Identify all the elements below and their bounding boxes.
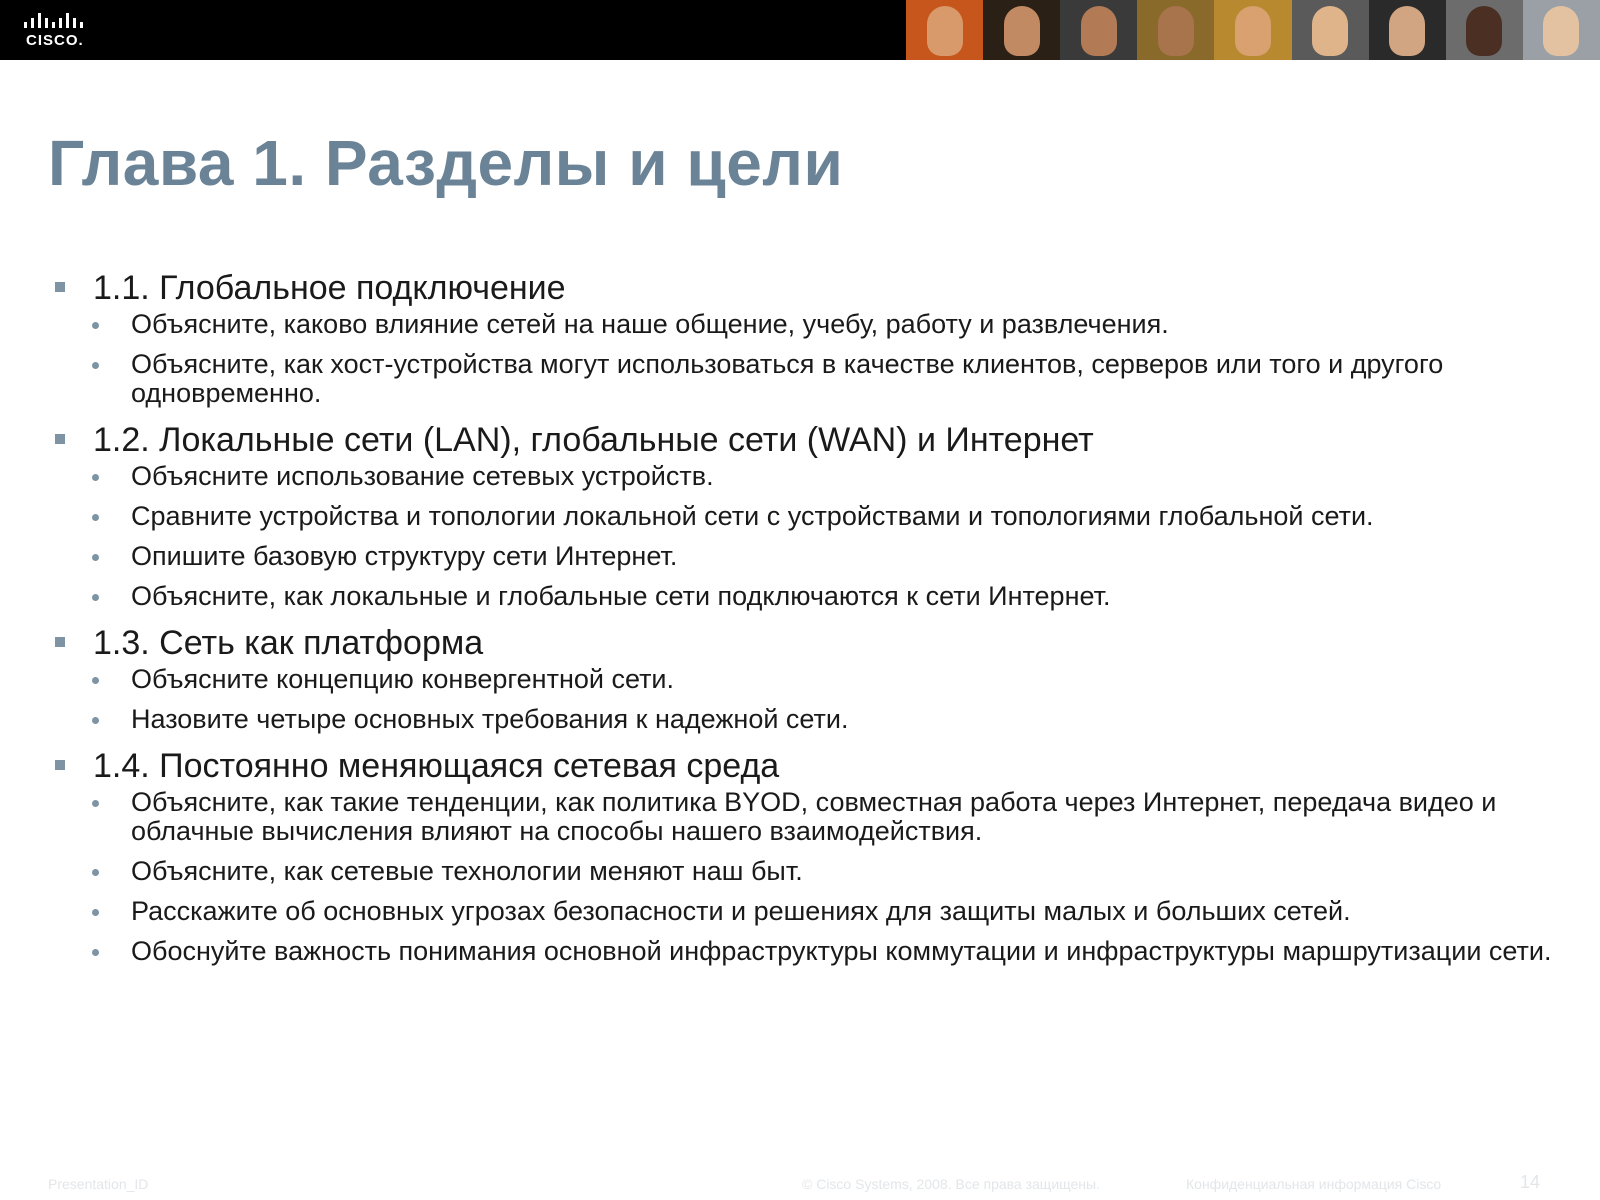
- objective-item: [50, 788, 1560, 846]
- round-bullet-icon: [92, 949, 99, 956]
- objective-section: [50, 746, 1560, 966]
- section-heading-text: 1.3. Сеть как платформа: [93, 624, 484, 662]
- slide-title: Глава 1. Разделы и цели: [48, 127, 844, 199]
- objective-item-text: Объясните, как сетевые технологии меняют наш быт.: [131, 856, 803, 886]
- cisco-wordmark: CISCO.: [26, 32, 84, 49]
- objective-item: [50, 665, 1560, 694]
- header-photo: [1060, 0, 1137, 60]
- footer-copyright: © Cisco Systems, 2008. Все права защищены.: [802, 1176, 1100, 1192]
- person-face-icon: [1543, 6, 1579, 56]
- cisco-bars-icon: [22, 10, 92, 32]
- section-heading: [50, 623, 1560, 663]
- round-bullet-icon: [92, 514, 99, 521]
- square-bullet-icon: [55, 637, 65, 647]
- square-bullet-icon: [55, 282, 65, 292]
- cisco-logo: [22, 10, 92, 50]
- objective-item-text: Назовите четыре основных требования к надежной сети.: [131, 704, 849, 734]
- objective-section: [50, 268, 1560, 408]
- objective-item-text: Опишите базовую структуру сети Интернет.: [131, 541, 678, 571]
- objective-item-text: Объясните, как хост-устройства могут использоваться в качестве клиентов, серверов или того и другого одновременно.: [131, 349, 1444, 408]
- objective-section: [50, 623, 1560, 734]
- round-bullet-icon: [92, 362, 99, 369]
- objective-item-text: Объясните концепцию конвергентной сети.: [131, 664, 675, 694]
- objective-item: [50, 462, 1560, 491]
- section-heading: [50, 268, 1560, 308]
- objective-item-text: Объясните, как такие тенденции, как политика BYOD, совместная работа через Интернет, передача видео и облачные вычисления влияют на способы нашего взаимодействия.: [131, 787, 1497, 846]
- header-photo: [1446, 0, 1523, 60]
- objective-item-text: Объясните, каково влияние сетей на наше общение, учебу, работу и развлечения.: [131, 309, 1169, 339]
- objective-item: [50, 542, 1560, 571]
- header-photo: [1137, 0, 1214, 60]
- header-photo: [1214, 0, 1291, 60]
- round-bullet-icon: [92, 869, 99, 876]
- objective-item: [50, 310, 1560, 339]
- objective-item-text: Обоснуйте важность понимания основной инфраструктуры коммутации и инфраструктуры маршрутизации сети.: [131, 936, 1552, 966]
- round-bullet-icon: [92, 474, 99, 481]
- header-bar: [0, 0, 1600, 60]
- objective-item-text: Объясните использование сетевых устройств.: [131, 461, 714, 491]
- header-photo: [1523, 0, 1600, 60]
- round-bullet-icon: [92, 322, 99, 329]
- round-bullet-icon: [92, 909, 99, 916]
- header-photo: [1369, 0, 1446, 60]
- header-photo: [983, 0, 1060, 60]
- section-heading-text: 1.1. Глобальное подключение: [93, 269, 566, 307]
- round-bullet-icon: [92, 554, 99, 561]
- round-bullet-icon: [92, 717, 99, 724]
- square-bullet-icon: [55, 760, 65, 770]
- objective-item: [50, 937, 1560, 966]
- person-face-icon: [1312, 6, 1348, 56]
- person-face-icon: [1466, 6, 1502, 56]
- header-photo: [1292, 0, 1369, 60]
- objective-item: [50, 897, 1560, 926]
- round-bullet-icon: [92, 594, 99, 601]
- objectives-list: [50, 268, 1560, 977]
- person-face-icon: [927, 6, 963, 56]
- person-face-icon: [1389, 6, 1425, 56]
- objective-item-text: Расскажите об основных угрозах безопасности и решениях для защиты малых и больших сетей.: [131, 896, 1351, 926]
- round-bullet-icon: [92, 800, 99, 807]
- objective-item: [50, 705, 1560, 734]
- objective-item: [50, 350, 1560, 408]
- section-heading: [50, 746, 1560, 786]
- person-face-icon: [1235, 6, 1271, 56]
- person-face-icon: [1004, 6, 1040, 56]
- person-face-icon: [1081, 6, 1117, 56]
- objective-section: [50, 420, 1560, 611]
- objective-item-text: Объясните, как локальные и глобальные сети подключаются к сети Интернет.: [131, 581, 1111, 611]
- objective-item: [50, 857, 1560, 886]
- round-bullet-icon: [92, 677, 99, 684]
- header-photo: [906, 0, 983, 60]
- square-bullet-icon: [55, 434, 65, 444]
- objective-item: [50, 502, 1560, 531]
- objective-item: [50, 582, 1560, 611]
- section-heading-text: 1.2. Локальные сети (LAN), глобальные сети (WAN) и Интернет: [93, 421, 1094, 459]
- section-heading-text: 1.4. Постоянно меняющаяся сетевая среда: [93, 747, 780, 785]
- page-number: 14: [1520, 1172, 1541, 1192]
- header-photo-strip: [906, 0, 1600, 60]
- section-heading: [50, 420, 1560, 460]
- footer-presentation-id: Presentation_ID: [48, 1176, 149, 1192]
- footer-confidential: Конфиденциальная информация Cisco: [1186, 1176, 1442, 1192]
- person-face-icon: [1158, 6, 1194, 56]
- objective-item-text: Сравните устройства и топологии локальной сети с устройствами и топологиями глобальной сети.: [131, 501, 1374, 531]
